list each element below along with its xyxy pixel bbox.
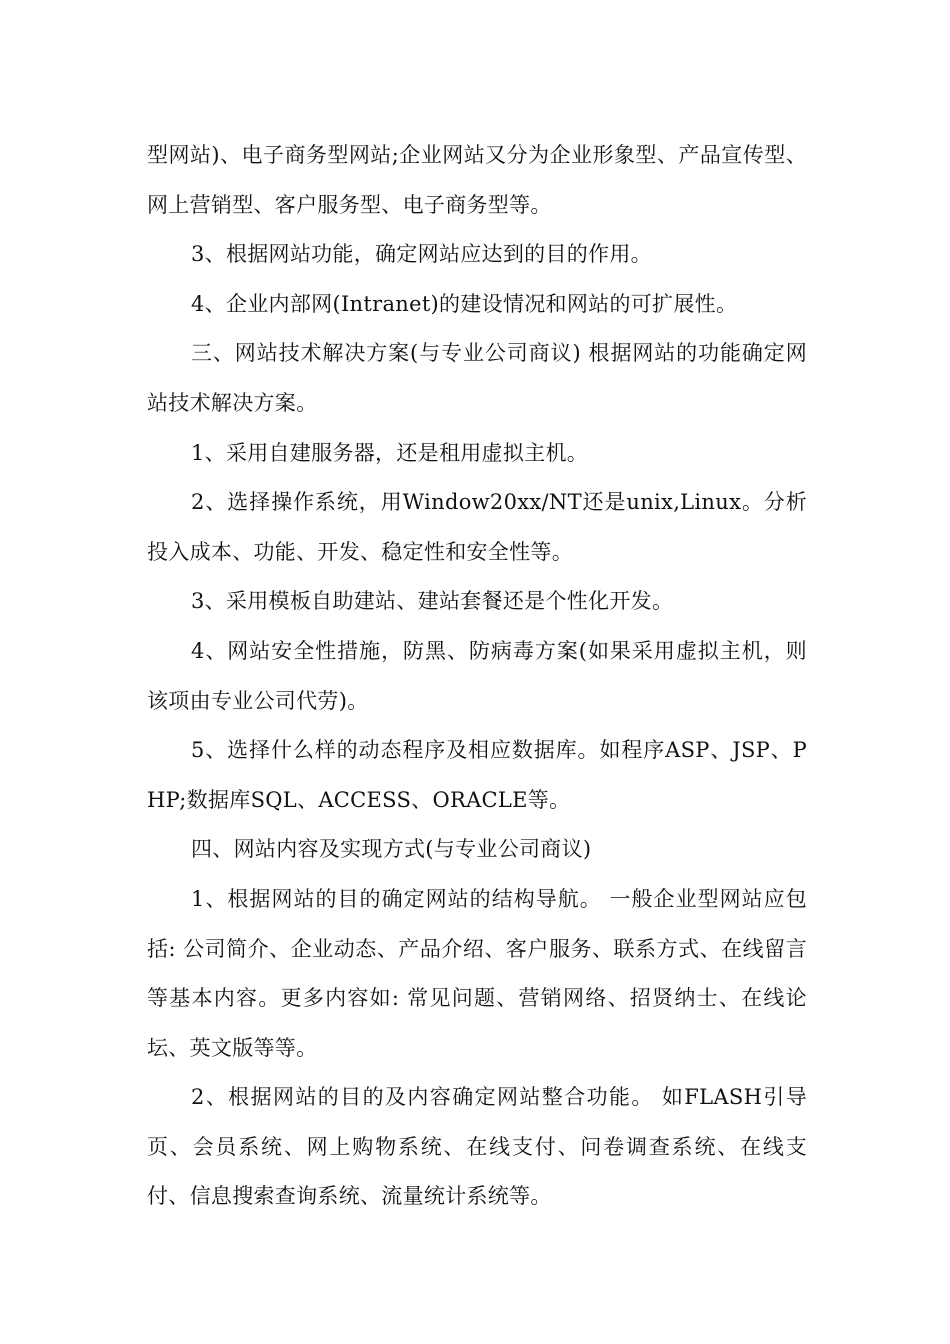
section-heading-3: 三、网站技术解决方案(与专业公司商议) 根据网站的功能确定网站技术解决方案。	[147, 341, 807, 415]
paragraph-2: 3、根据网站功能，确定网站应达到的目的作用。	[191, 242, 652, 267]
paragraph-8: 4、网站安全性措施，防黑、防病毒方案(如果采用虚拟主机，则该项由专业公司代劳)。	[147, 638, 807, 713]
paragraph-3: 4、企业内部网(Intranet)的建设情况和网站的可扩展性。	[191, 291, 738, 316]
paragraph-5: 1、采用自建服务器，还是租用虚拟主机。	[191, 440, 589, 465]
paragraph-12: 2、根据网站的目的及内容确定网站整合功能。 如FLASH引导页、会员系统、网上购物系统、在线支付、问卷调查系统、在线支付、信息搜索查询系统、流量统计系统等。	[147, 1085, 807, 1209]
paragraph-6: 2、选择操作系统，用Window20xx/NT还是unix,Linux。分析投入成本、功能、开发、稳定性和安全性等。	[147, 490, 807, 564]
paragraph-11: 1、根据网站的目的确定网站的结构导航。 一般企业型网站应包括: 公司简介、企业动态、产品介绍、客户服务、联系方式、在线留言等基本内容。更多内容如: 常见问题、营销网络、招贤纳士、在线论坛、英文版等等。	[147, 886, 807, 1060]
paragraph-1: 型网站)、电子商务型网站;企业网站又分为企业形象型、产品宣传型、网上营销型、客户服务型、电子商务型等。	[147, 143, 807, 217]
section-heading-4: 四、网站内容及实现方式(与专业公司商议)	[191, 837, 592, 862]
paragraph-7: 3、采用模板自助建站、建站套餐还是个性化开发。	[191, 589, 674, 614]
document-body	[147, 131, 807, 1222]
paragraph-9: 5、选择什么样的动态程序及相应数据库。如程序ASP、JSP、PHP;数据库SQL、ACCESS、ORACLE等。	[147, 738, 807, 812]
